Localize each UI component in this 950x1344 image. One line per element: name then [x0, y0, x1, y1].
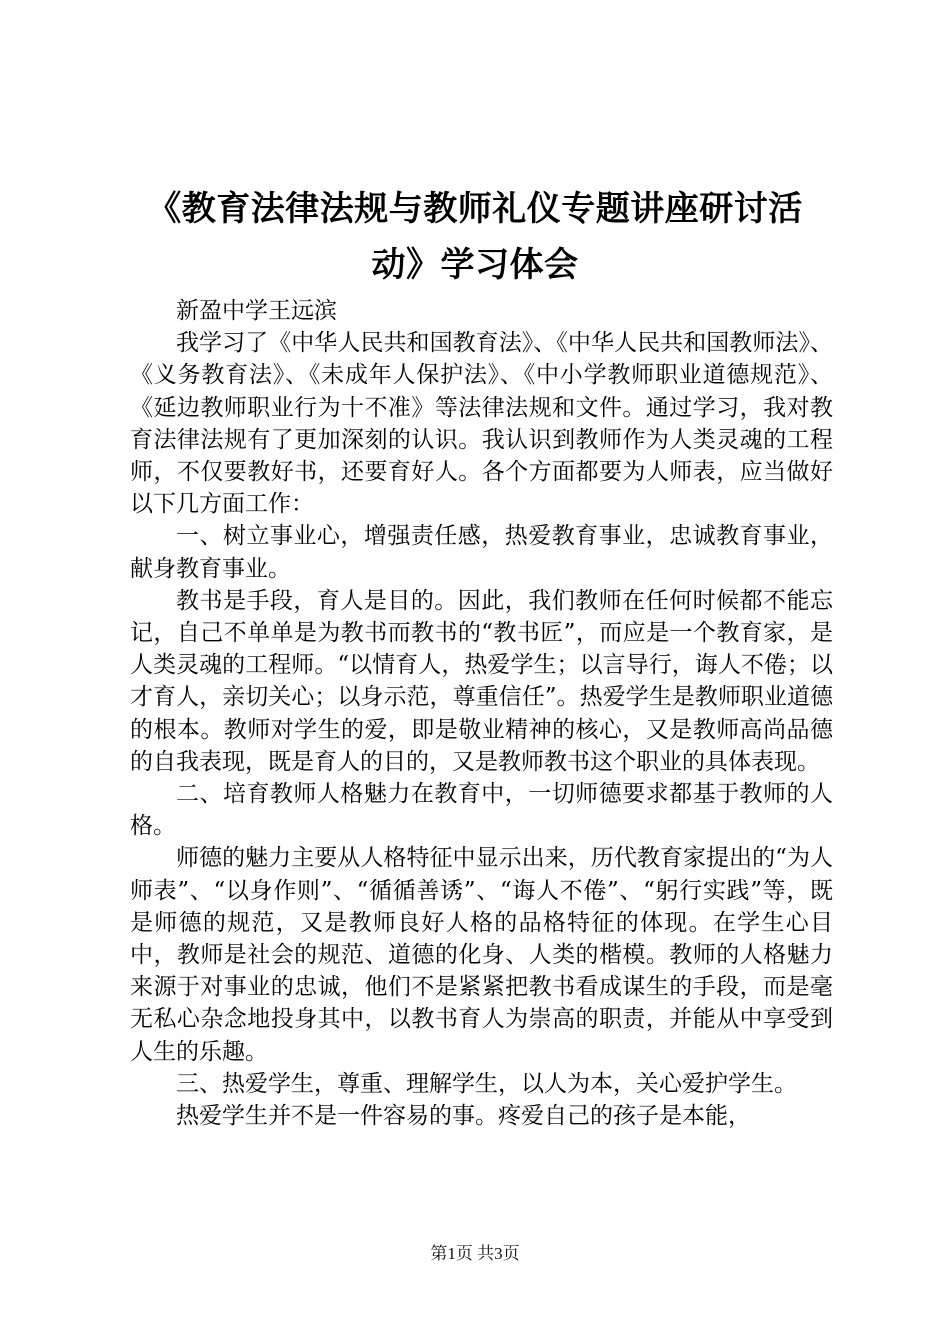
document-body [130, 295, 833, 1132]
paragraph: 一、树立事业心，增强责任感，热爱教育事业，忠诚教育事业，献身教育事业。 [130, 523, 833, 582]
paragraph: 二、培育教师人格魅力在教育中，一切师德要求都基于教师的人格。 [130, 781, 833, 840]
paragraph: 教书是手段，育人是目的。因此，我们教师在任何时候都不能忘记，自己不单单是为教书而教书的“教书匠”，而应是一个教育家，是人类灵魂的工程师。“以情育人，热爱学生；以言导行，诲人不倦；以才育人，亲切关心；以身示范，尊重信任”。热爱学生是教师职业道德的根本。教师对学生的爱，即是敬业精神的核心，又是教师高尚品德的自我表现，既是育人的目的，又是教师教书这个职业的具体表现。 [130, 587, 833, 775]
author-line: 新盈中学王远滨 [176, 298, 337, 324]
document-title [120, 181, 830, 293]
page-footer: 第1页 共3页 [430, 1244, 520, 1263]
paragraph: 热爱学生并不是一件容易的事。疼爱自己的孩子是本能， [176, 1103, 751, 1130]
paragraph: 我学习了《中华人民共和国教育法》、《中华人民共和国教师法》、《义务教育法》、《未成年人保护法》、《中小学教师职业道德规范》、《延边教师职业行为十不准》等法律法规和文件。通过学习，我对教育法律法规有了更加深刻的认识。我认识到教师作为人类灵魂的工程师，不仅要教好书，还要育好人。各个方面都要为人师表，应当做好以下几方面工作： [130, 330, 833, 518]
paragraph: 三、热爱学生，尊重、理解学生，以人为本，关心爱护学生。 [176, 1070, 797, 1097]
paragraph: 师德的魅力主要从人格特征中显示出来，历代教育家提出的“为人师表”、“以身作则”、“循循善诱”、“诲人不倦”、“躬行实践”等，既是师德的规范，又是教师良好人格的品格特征的体现。在学生心目中，教师是社会的规范、道德的化身、人类的楷模。教师的人格魅力来源于对事业的忠诚，他们不是紧紧把教书看成谋生的手段，而是毫无私心杂念地投身其中，以教书育人为崇高的职责，并能从中享受到人生的乐趣。 [130, 845, 833, 1065]
title-line-2: 动》学习体会 [371, 245, 579, 285]
title-line-1: 《教育法律法规与教师礼仪专题讲座研讨活 [147, 189, 803, 229]
